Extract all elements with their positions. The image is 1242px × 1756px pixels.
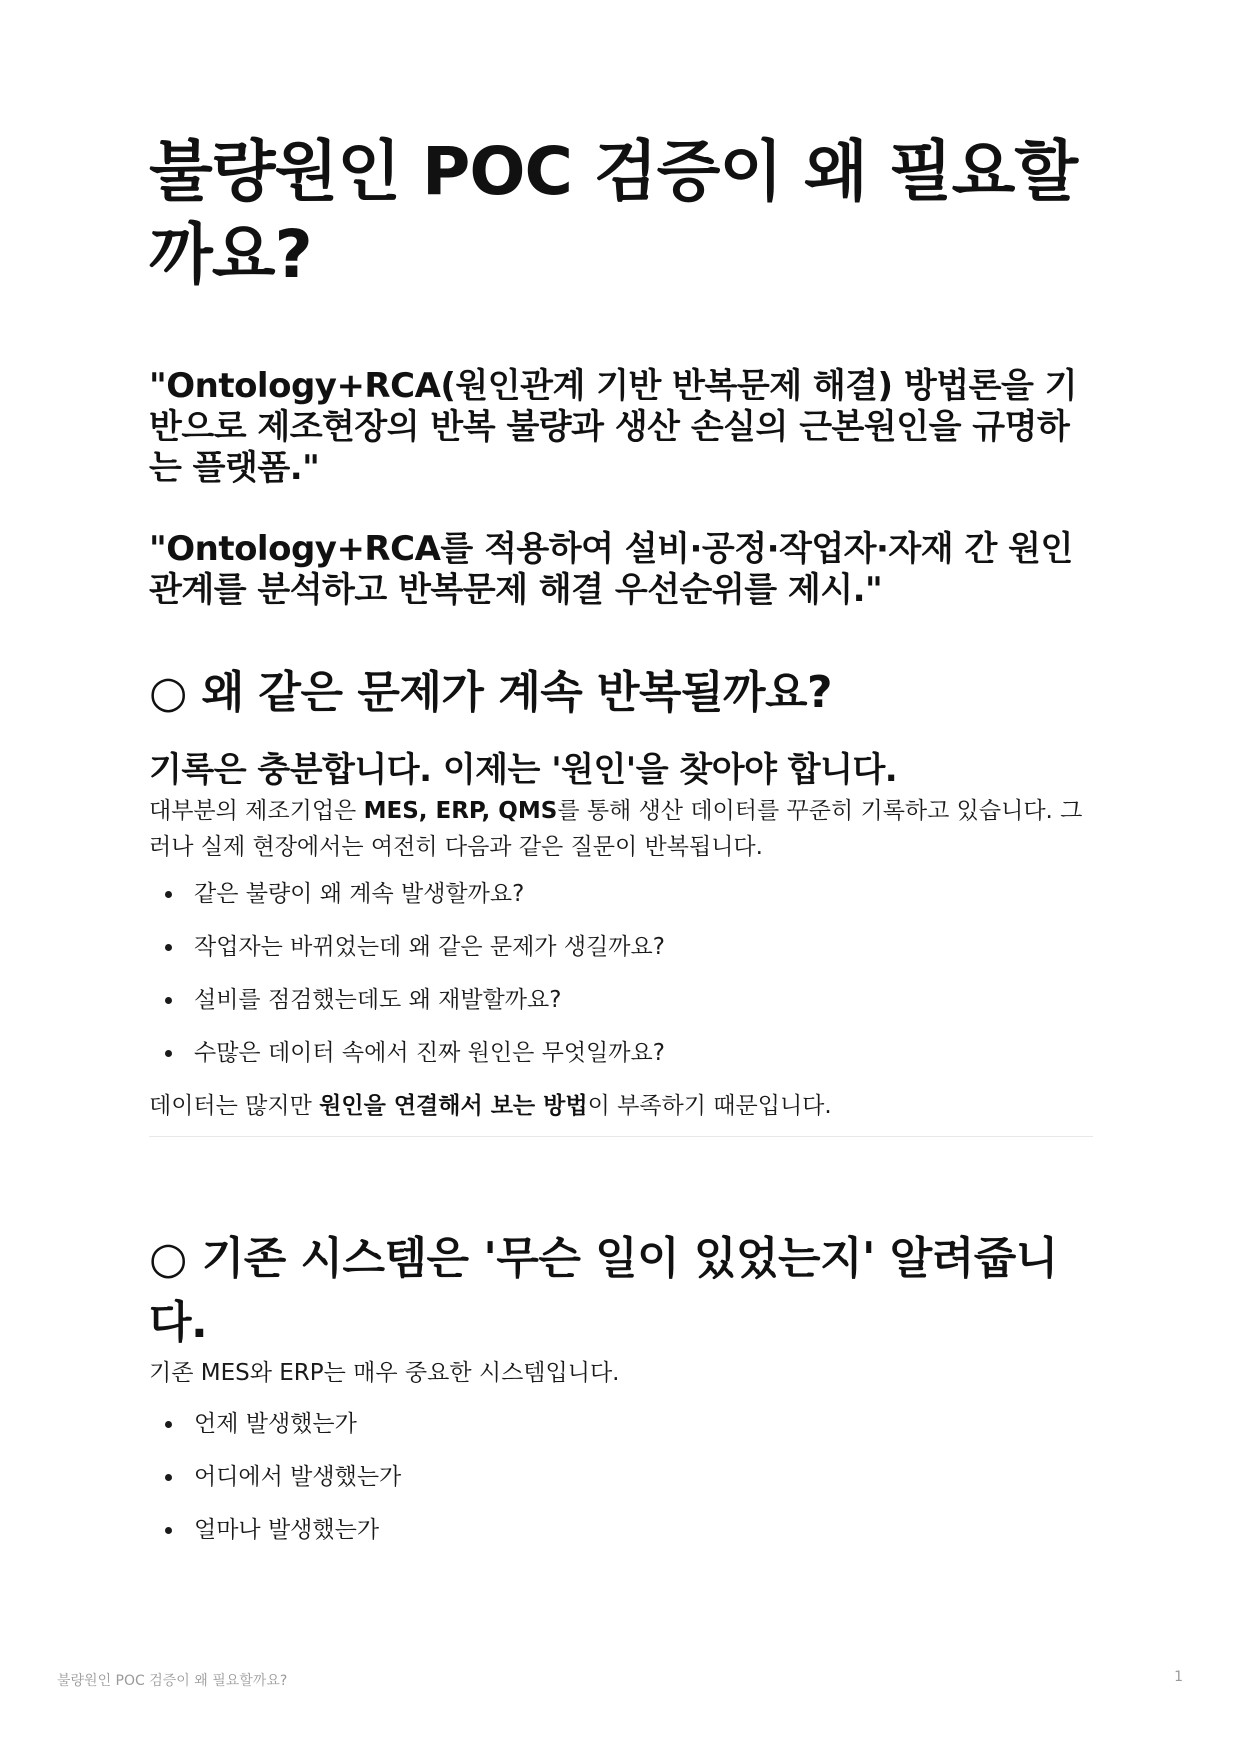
existing-list [149, 1406, 1093, 1548]
section-divider [149, 1136, 1093, 1137]
conclusion-paragraph [149, 1088, 1093, 1124]
list-item: 언제 발생했는가 [149, 1406, 1093, 1442]
existing-intro: 기존 MES와 ERP는 매우 중요한 시스템입니다. [149, 1360, 620, 1386]
intro-text-start: 대부분의 제조기업은 [149, 798, 364, 824]
page-number: 1 [1174, 1669, 1183, 1685]
intro-bold-systems: MES, ERP, QMS [363, 798, 558, 824]
conclusion-text-start: 데이터는 많지만 [149, 1093, 320, 1119]
list-item: 어디에서 발생했는가 [149, 1459, 1093, 1495]
list-item: 설비를 점검했는데도 왜 재발할까요? [149, 982, 1093, 1018]
question-list [149, 876, 1093, 1071]
intro-text-end: 를 통해 생산 데이터를 꾸준히 기록하고 있습니다. 그러나 실제 현장에서는 여전히 다음과 같은 질문이 반복됩니다. [149, 798, 1083, 860]
conclusion-text-end: 이 부족하기 때문입니다. [587, 1093, 832, 1119]
list-item: 수많은 데이터 속에서 진짜 원인은 무엇일까요? [149, 1035, 1093, 1071]
section-heading-existing: ○ 기존 시스템은 '무슨 일이 있었는지' 알려줍니다. [149, 1233, 1058, 1348]
conclusion-bold: 원인을 연결해서 보는 방법 [319, 1093, 588, 1119]
section-subheading: 기록은 충분합니다. 이제는 '원인'을 찾아야 합니다. [149, 750, 898, 790]
list-item: 작업자는 바뀌었는데 왜 같은 문제가 생길까요? [149, 929, 1093, 965]
quote-platform: "Ontology+RCA(원인관계 기반 반복문제 해결) 방법론을 기반으로 제조현장의 반복 불량과 생산 손실의 근본원인을 규명하는 플랫폼." [149, 366, 1077, 488]
list-item: 같은 불량이 왜 계속 발생할까요? [149, 876, 1093, 912]
document-page [149, 130, 1093, 1565]
list-item: 얼마나 발생했는가 [149, 1512, 1093, 1548]
intro-paragraph [149, 793, 1093, 865]
footer-title: 불량원인 POC 검증이 왜 필요할까요? [57, 1673, 288, 1689]
page-title: 불량원인 POC 검증이 왜 필요할까요? [149, 133, 1078, 293]
section-heading-repeat: ○ 왜 같은 문제가 계속 반복될까요? [149, 667, 833, 718]
quote-method: "Ontology+RCA를 적용하여 설비·공정·작업자·자재 간 원인관계를 분석하고 반복문제 해결 우선순위를 제시." [149, 529, 1073, 610]
